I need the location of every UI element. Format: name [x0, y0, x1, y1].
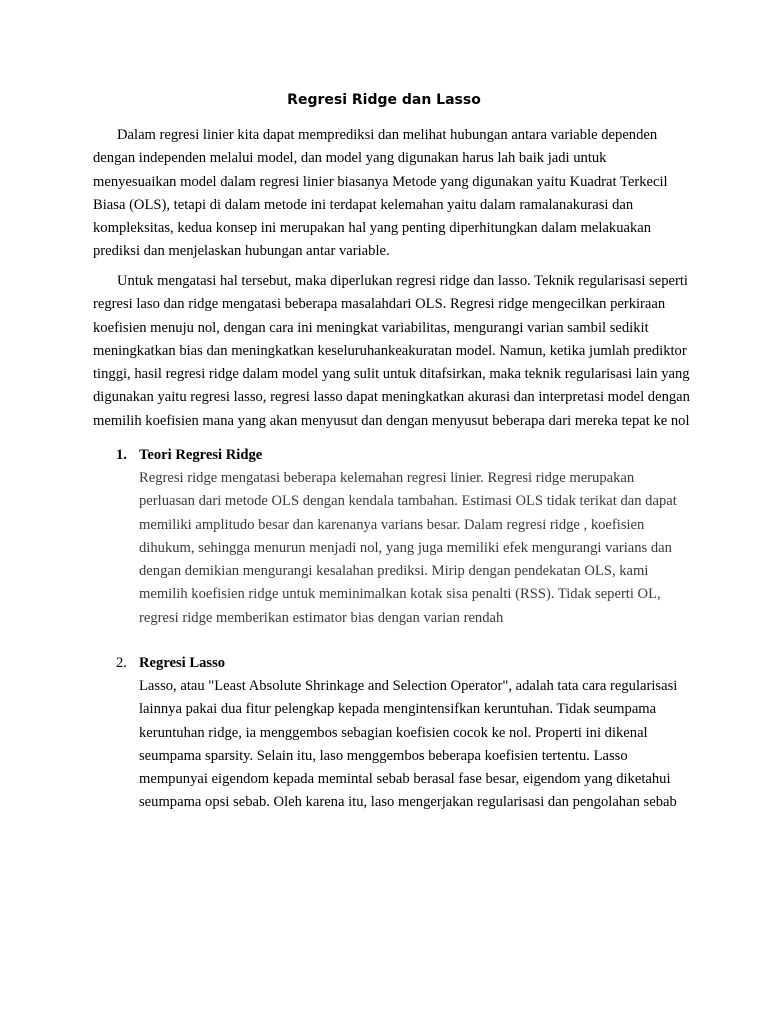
list-heading: Teori Regresi Ridge: [139, 447, 263, 463]
list-body-line: memiliki amplitudo besar dan karenanya varians besar. Dalam regresi ridge , koefisien: [139, 516, 645, 533]
paragraph-line: kompleksitas, kedua konsep ini merupakan hal yang penting diperhitungkan dalam melakuakan: [93, 220, 652, 237]
list-body-line: regresi ridge memberikan estimator bias dengan varian rendah: [139, 609, 504, 626]
list-body: [139, 675, 679, 815]
list-number: 2.: [116, 655, 127, 671]
list-body-line: mempunyai eigendom kepada memintal sebab berasal fase besar, eigendom yang diketahui: [139, 771, 671, 788]
list-body-line: dihukum, sehingga menurun menjadi nol, yang juga memiliki efek mengurangi varians dan: [139, 539, 672, 556]
paragraph-line: dengan independen melalui model, dan model yang digunakan harus lah baik jadi untuk: [93, 150, 607, 167]
paragraph-intro: [93, 124, 678, 264]
paragraph-line: regresi laso dan ridge mengatasi beberapa masalahdari OLS. Regresi ridge mengecilkan perkiraan: [93, 296, 666, 313]
list-body-line: Regresi ridge mengatasi beberapa kelemahan regresi linier. Regresi ridge merupakan: [139, 470, 635, 486]
paragraph-line: Dalam regresi linier kita dapat memprediksi dan melihat hubungan antara variable dependen: [117, 127, 658, 143]
paragraph-line: meningkatkan bias dan meningkatkan keseluruhankeakuratan model. Namun, ketika jumlah prediktor: [93, 342, 687, 359]
paragraph-line: prediksi dan menjelaskan hubungan antar variable.: [93, 243, 390, 260]
paragraph-line: digunakan yaitu regresi lasso, regresi lasso dapat meningkatkan akurasi dan interpretasi model dengan: [93, 389, 690, 406]
list-body-line: perluasan dari metode OLS dengan kendala tambahan. Estimasi OLS tidak terikat dan dapat: [139, 493, 677, 510]
paragraph-line: Biasa (OLS), tetapi di dalam metode ini terdapat kelemahan yaitu dalam ramalanakurasi dan: [93, 196, 634, 213]
list-body-line: dengan demikian mengurangi kesalahan prediksi. Mirip dengan pendekatan OLS, kami: [139, 563, 649, 580]
paragraph-line: Untuk mengatasi hal tersebut, maka diperlukan regresi ridge dan lasso. Teknik regularisasi seperti: [117, 273, 688, 289]
paragraph-line: menyesuaikan model dalam regresi linier biasanya Metode yang digunakan yaitu Kuadrat Terkecil: [93, 173, 668, 190]
list-body-line: seumpama opsi sebab. Oleh karena itu, laso mengerjakan regularisasi dan pengolahan sebab: [139, 794, 677, 811]
list-body: [139, 467, 679, 630]
list-body-line: seumpama sparsity. Selain itu, laso menggembos beberapa koefisien tertentu. Lasso: [139, 747, 628, 764]
list-body-line: lainnya pakai dua fitur pelengkap kepada mengintensifkan keruntuhan. Tidak seumpama: [139, 701, 657, 718]
paragraph-line: tinggi, hasil regresi ridge dalam model yang sulit untuk ditafsirkan, maka teknik regularisasi lain yang: [93, 366, 690, 383]
paragraph-line: koefisien menuju nol, dengan cara ini meningkat variabilitas, mengurangi varian sambil sedikit: [93, 319, 649, 336]
list-number: 1.: [116, 447, 127, 463]
list-body-line: memilih koefisien ridge untuk meminimalkan kotak sisa penalti (RSS). Tidak seperti OL,: [139, 586, 661, 603]
paragraph-line: memilih koefisien mana yang akan menyusut dan dengan menyusut beberapa dari mereka tepat ke nol: [93, 412, 690, 429]
list-body-line: Lasso, atau "Least Absolute Shrinkage and Selection Operator", adalah tata cara regularisasi: [139, 678, 678, 694]
paragraph-overview: [93, 270, 690, 433]
list-body-line: keruntuhan ridge, ia menggembos sebagian koefisien cocok ke nol. Properti ini dikenal: [139, 724, 648, 741]
document-title: Regresi Ridge dan Lasso: [287, 92, 481, 108]
list-heading: Regresi Lasso: [139, 655, 226, 671]
